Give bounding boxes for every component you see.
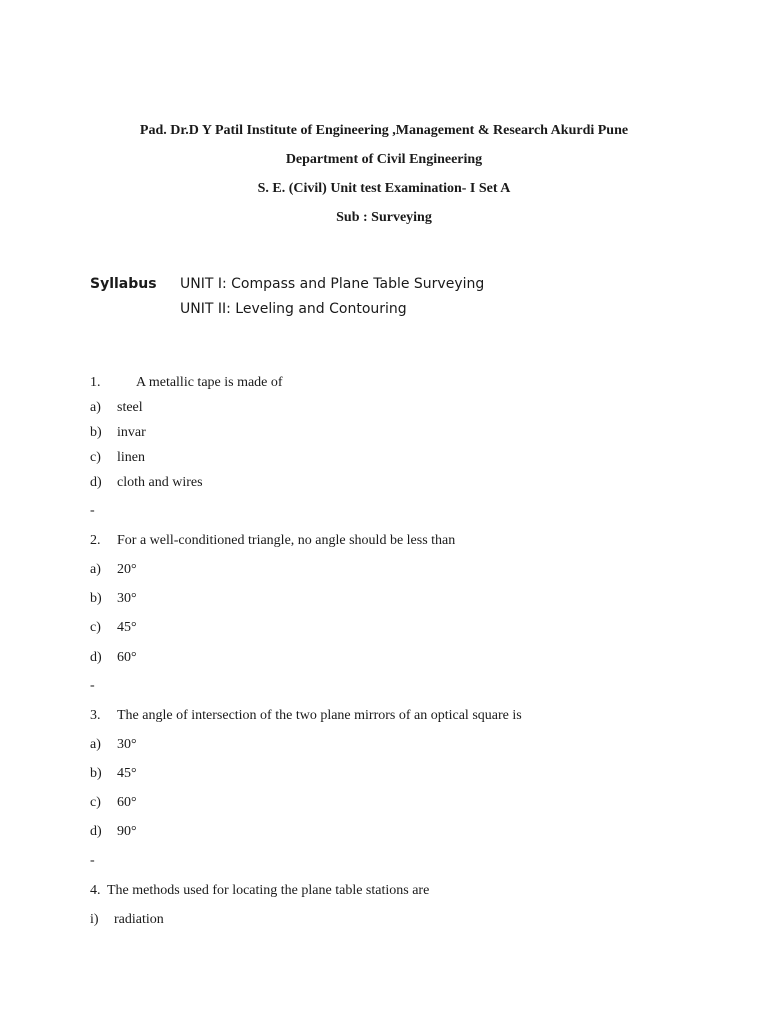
- option-2a: [90, 562, 137, 578]
- question-4: [90, 883, 429, 899]
- department-name: Department of Civil Engineering: [285, 152, 483, 167]
- option-text: 90°: [117, 824, 137, 839]
- option-text: cloth and wires: [117, 475, 203, 490]
- option-text: 30°: [117, 737, 137, 752]
- question-text: A metallic tape is made of: [136, 375, 283, 390]
- option-letter: d): [90, 824, 102, 839]
- question-number: 2.: [90, 533, 101, 548]
- option-letter: a): [90, 737, 101, 752]
- option-text: 30°: [117, 591, 137, 606]
- option-1d: [90, 475, 203, 491]
- syllabus-unit-2: UNIT II: Leveling and Contouring: [180, 301, 407, 317]
- option-3a: [90, 737, 137, 753]
- option-letter: b): [90, 591, 102, 606]
- option-letter: c): [90, 450, 101, 465]
- option-text: 60°: [117, 650, 137, 665]
- option-letter: c): [90, 795, 101, 810]
- question-text: The methods used for locating the plane table stations are: [107, 883, 430, 898]
- option-2b: [90, 591, 137, 607]
- option-letter: a): [90, 562, 101, 577]
- exam-title: S. E. (Civil) Unit test Examination- I Set A: [257, 181, 511, 196]
- option-letter: a): [90, 400, 101, 415]
- option-2d: [90, 650, 137, 666]
- option-letter: d): [90, 475, 102, 490]
- option-text: steel: [117, 400, 143, 415]
- option-2c: [90, 620, 137, 636]
- syllabus-unit-1: UNIT I: Compass and Plane Table Surveying: [180, 276, 485, 292]
- question-3: [90, 708, 522, 724]
- option-letter: i): [90, 912, 99, 927]
- question-number: 4.: [90, 883, 101, 898]
- option-text: 45°: [117, 766, 137, 781]
- option-text: 45°: [117, 620, 137, 635]
- institute-name: Pad. Dr.D Y Patil Institute of Engineering ,Management & Research Akurdi Pune: [139, 123, 629, 138]
- option-text: linen: [117, 450, 145, 465]
- option-letter: b): [90, 766, 102, 781]
- option-text: radiation: [114, 912, 164, 927]
- subject-line: Sub : Surveying: [336, 210, 432, 225]
- option-letter: c): [90, 620, 101, 635]
- separator-1: -: [90, 503, 95, 518]
- separator-2: -: [90, 678, 95, 693]
- question-1: [90, 375, 283, 391]
- option-1c: [90, 450, 145, 466]
- option-1b: [90, 425, 146, 441]
- option-letter: d): [90, 650, 102, 665]
- option-3b: [90, 766, 137, 782]
- syllabus-label: Syllabus: [90, 276, 157, 292]
- question-number: 1.: [90, 375, 101, 390]
- question-text: The angle of intersection of the two plane mirrors of an optical square is: [117, 708, 522, 723]
- question-number: 3.: [90, 708, 101, 723]
- option-letter: b): [90, 425, 102, 440]
- option-text: 60°: [117, 795, 137, 810]
- option-1a: [90, 400, 143, 416]
- option-text: invar: [117, 425, 146, 440]
- question-text: For a well-conditioned triangle, no angle should be less than: [117, 533, 456, 548]
- option-4i: [90, 912, 164, 928]
- separator-3: -: [90, 853, 95, 868]
- option-3c: [90, 795, 137, 811]
- question-2: [90, 533, 455, 549]
- option-text: 20°: [117, 562, 137, 577]
- option-3d: [90, 824, 137, 840]
